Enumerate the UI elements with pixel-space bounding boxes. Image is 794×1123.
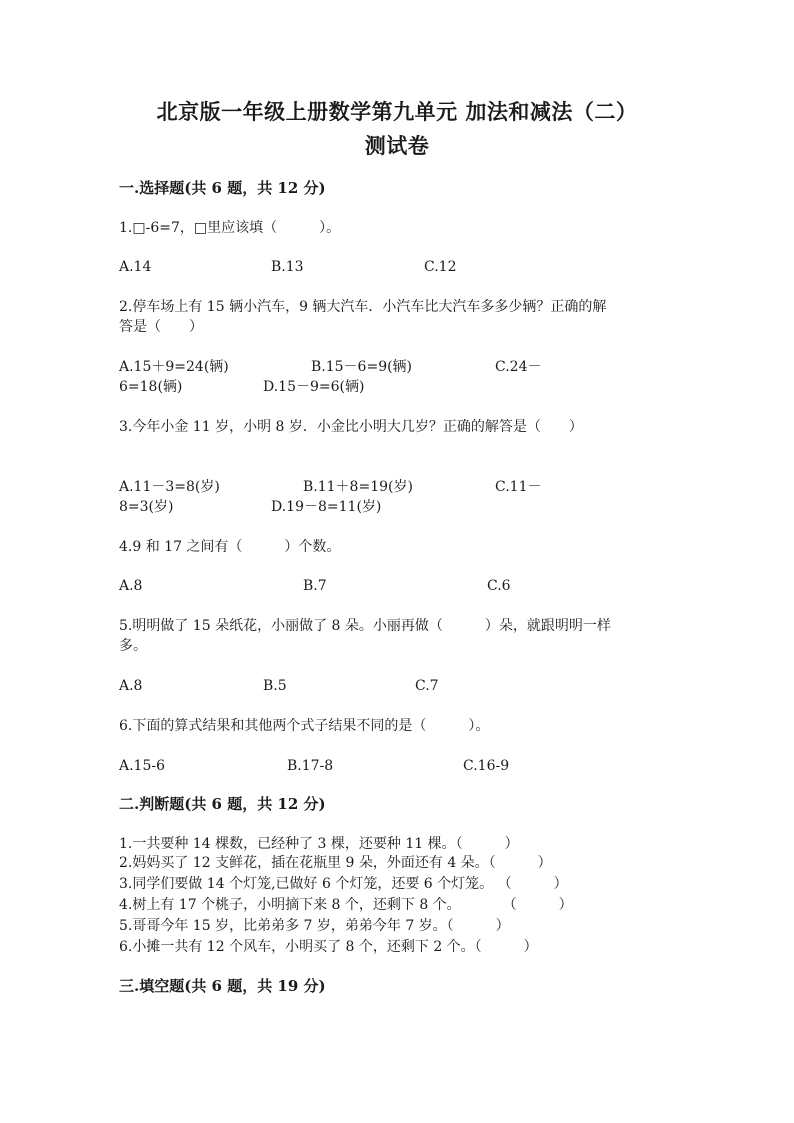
question-3-option-b: B.11＋8=19(岁) [303,479,413,495]
section-heading-choice: 一.选择题(共 6 题，共 12 分) [119,179,326,197]
question-6-stem: 6.下面的算式结果和其他两个式子结果不同的是（ ）。 [119,718,490,734]
question-3-option-a: A.11－3=8(岁) [119,479,220,495]
question-2-option-b: B.15－6=9(辆) [311,359,413,375]
question-5-stem-line1: 5.明明做了 15 朵纸花，小丽做了 8 朵。小丽再做（ ）朵，就跟明明一样 [119,618,611,634]
section-heading-judge: 二.判断题(共 6 题，共 12 分) [119,795,326,813]
question-4-option-a: A.8 [119,578,143,594]
question-2-option-c-part2: 6=18(辆) [119,379,183,395]
question-3-option-c-part1: C.11－ [495,479,542,495]
judge-item-5: 5.哥哥今年 15 岁，比弟弟多 7 岁，弟弟今年 7 岁。（ ） [119,918,510,934]
question-6-option-a: A.15-6 [119,758,166,774]
question-3-stem: 3.今年小金 11 岁，小明 8 岁．小金比小明大几岁？正确的解答是（ ） [119,419,583,435]
question-5-option-b: B.5 [263,678,287,694]
judge-item-4: 4.树上有 17 个桃子，小明摘下来 8 个，还剩下 8 个。 （ ） [119,897,573,913]
question-6-option-b: B.17-8 [287,758,334,774]
judge-item-3: 3.同学们要做 14 个灯笼,已做好 6 个灯笼，还要 6 个灯笼。 （ ） [119,876,568,892]
question-5-stem-line2: 多。 [119,638,147,654]
question-2-option-a: A.15＋9=24(辆) [119,359,229,375]
page-title-line2: 测试卷 [364,133,430,158]
question-4-option-b: B.7 [303,578,327,594]
question-1-option-b: B.13 [271,259,304,275]
judge-item-2: 2.妈妈买了 12 支鲜花，插在花瓶里 9 朵，外面还有 4 朵。（ ） [119,855,552,871]
question-2-option-c-part1: C.24－ [495,359,542,375]
question-2-stem-line1: 2.停车场上有 15 辆小汽车，9 辆大汽车．小汽车比大汽车多多少辆？正确的解 [119,299,607,315]
question-1-option-c: C.12 [424,259,457,275]
section-heading-fill: 三.填空题(共 6 题，共 19 分) [119,977,326,995]
question-2-stem-line2: 答是（ ） [119,319,203,335]
question-5-option-c: C.7 [415,678,439,694]
judge-item-1: 1.一共要种 14 棵数，已经种了 3 棵，还要种 11 棵。（ ） [119,836,519,852]
question-5-option-a: A.8 [119,678,143,694]
question-3-option-c-part2: 8=3(岁) [119,499,174,515]
question-4-option-c: C.6 [487,578,511,594]
page-title-line1: 北京版一年级上册数学第九单元 加法和减法（二） [156,99,638,124]
question-1-stem: 1.□-6=7，□里应该填（ ）。 [119,220,341,236]
judge-item-6: 6.小摊一共有 12 个风车，小明买了 8 个，还剩下 2 个。（ ） [119,939,538,955]
question-4-stem: 4.9 和 17 之间有（ ）个数。 [119,539,341,555]
question-2-option-d: D.15－9=6(辆) [263,379,365,395]
question-1-option-a: A.14 [119,259,152,275]
question-3-option-d: D.19－8=11(岁) [271,499,382,515]
question-6-option-c: C.16-9 [463,758,510,774]
